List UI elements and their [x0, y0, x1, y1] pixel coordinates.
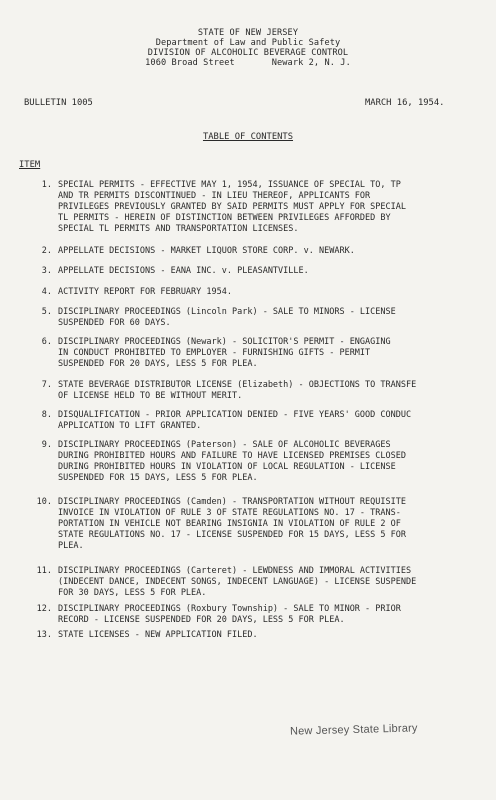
toc-item-text	[58, 307, 496, 329]
toc-item-line: APPELLATE DECISIONS - EANA INC. v. PLEASANTVILLE.	[58, 266, 309, 276]
header-department: Department of Law and Public Safety	[155, 38, 341, 48]
toc-item-line: FOR 30 DAYS, LESS 5 FOR PLEA.	[58, 588, 207, 598]
toc-item-line: PRIVILEGES PREVIOUSLY GRANTED BY SAID PERMITS MUST APPLY FOR SPECIAL	[58, 202, 406, 212]
toc-item-line: SUSPENDED FOR 20 DAYS, LESS 5 FOR PLEA.	[58, 359, 258, 369]
bulletin-date: MARCH 16, 1954.	[365, 98, 445, 108]
toc-item-text	[58, 266, 496, 277]
toc-item-text	[58, 180, 496, 235]
toc-item-line: IN CONDUCT PROHIBITED TO EMPLOYER - FURNISHING GIFTS - PERMIT	[58, 348, 371, 358]
toc-item-number: 10.	[36, 497, 52, 507]
toc-item-number: 1.	[41, 180, 52, 190]
toc-item-line: DISCIPLINARY PROCEEDINGS (Camden) - TRANSPORTATION WITHOUT REQUISITE	[58, 497, 406, 507]
toc-item-line: OF LICENSE HELD TO BE WITHOUT MERIT.	[58, 391, 243, 401]
toc-item-text	[58, 287, 496, 298]
library-stamp: New Jersey State Library	[289, 722, 418, 738]
toc-item-line: APPLICATION TO LIFT GRANTED.	[58, 421, 202, 431]
toc-item-line: STATE BEVERAGE DISTRIBUTOR LICENSE (Elizabeth) - OBJECTIONS TO TRANSFE	[58, 380, 417, 390]
toc-item-line: DURING PROHIBITED HOURS IN VIOLATION OF LOCAL REGULATION - LICENSE	[58, 462, 396, 472]
toc-item-text	[58, 410, 496, 432]
toc-item-line: DISCIPLINARY PROCEEDINGS (Paterson) - SALE OF ALCOHOLIC BEVERAGES	[58, 440, 391, 450]
toc-item-number: 13.	[36, 630, 52, 640]
toc-item-text	[58, 246, 496, 257]
toc-item-text	[58, 497, 496, 552]
toc-item-number: 6.	[41, 337, 52, 347]
toc-item-line: APPELLATE DECISIONS - MARKET LIQUOR STORE CORP. v. NEWARK.	[58, 246, 355, 256]
toc-item-number: 12.	[36, 604, 52, 614]
toc-item-line: DISCIPLINARY PROCEEDINGS (Carteret) - LEWDNESS AND IMMORAL ACTIVITIES	[58, 566, 412, 576]
bulletin-number: BULLETIN 1005	[24, 98, 93, 108]
toc-item-number: 8.	[41, 410, 52, 420]
toc-item-line: INVOICE IN VIOLATION OF RULE 3 OF STATE REGULATIONS NO. 17 - TRANS-	[58, 508, 401, 518]
toc-title-wrap	[0, 132, 496, 142]
toc-item-line: PLEA.	[58, 541, 84, 551]
toc-item-number: 4.	[41, 287, 52, 297]
toc-item-text	[58, 337, 496, 370]
header-address: 1060 Broad Street Newark 2, N. J.	[145, 58, 351, 68]
toc-item-text	[58, 380, 496, 402]
toc-item-line: AND TR PERMITS DISCONTINUED - IN LIEU THEREOF, APPLICANTS FOR	[58, 191, 371, 201]
toc-item-number: 9.	[41, 440, 52, 450]
toc-item-line: ACTIVITY REPORT FOR FEBRUARY 1954.	[58, 287, 232, 297]
toc-item-number: 3.	[41, 266, 52, 276]
item-heading: ITEM	[19, 160, 41, 170]
toc-item-text	[58, 630, 496, 641]
toc-item-text	[58, 604, 496, 626]
toc-item-line: SPECIAL TL PERMITS AND TRANSPORTATION LICENSES.	[58, 224, 299, 234]
toc-item-line: PORTATION IN VEHICLE NOT BEARING INSIGNIA IN VIOLATION OF RULE 2 OF	[58, 519, 401, 529]
toc-item-line: DISQUALIFICATION - PRIOR APPLICATION DENIED - FIVE YEARS' GOOD CONDUC	[58, 410, 412, 420]
toc-item-line: SPECIAL PERMITS - EFFECTIVE MAY 1, 1954, ISSUANCE OF SPECIAL TO, TP	[58, 180, 401, 190]
toc-item-number: 2.	[41, 246, 52, 256]
toc-item-line: DISCIPLINARY PROCEEDINGS (Newark) - SOLICITOR'S PERMIT - ENGAGING	[58, 337, 391, 347]
toc-item-line: STATE LICENSES - NEW APPLICATION FILED.	[58, 630, 258, 640]
toc-item-line: STATE REGULATIONS NO. 17 - LICENSE SUSPENDED FOR 15 DAYS, LESS 5 FOR	[58, 530, 406, 540]
header-division: DIVISION OF ALCOHOLIC BEVERAGE CONTROL	[147, 48, 349, 58]
toc-item-line: DISCIPLINARY PROCEEDINGS (Lincoln Park) - SALE TO MINORS - LICENSE	[58, 307, 396, 317]
toc-item-line: DURING PROHIBITED HOURS AND FAILURE TO HAVE LICENSED PREMISES CLOSED	[58, 451, 406, 461]
toc-item-text	[58, 566, 496, 599]
toc-item-line: SUSPENDED FOR 15 DAYS, LESS 5 FOR PLEA.	[58, 473, 258, 483]
toc-title: TABLE OF CONTENTS	[202, 132, 294, 142]
letterhead	[0, 28, 496, 68]
header-state: STATE OF NEW JERSEY	[197, 28, 299, 38]
toc-item-line: RECORD - LICENSE SUSPENDED FOR 20 DAYS, LESS 5 FOR PLEA.	[58, 615, 345, 625]
toc-item-line: TL PERMITS - HEREIN OF DISTINCTION BETWEEN PRIVILEGES AFFORDED BY	[58, 213, 391, 223]
toc-item-line: (INDECENT DANCE, INDECENT SONGS, INDECENT LANGUAGE) - LICENSE SUSPENDE	[58, 577, 417, 587]
toc-item-number: 11.	[36, 566, 52, 576]
toc-item-line: SUSPENDED FOR 60 DAYS.	[58, 318, 171, 328]
toc-item-number: 7.	[41, 380, 52, 390]
toc-item-line: DISCIPLINARY PROCEEDINGS (Roxbury Township) - SALE TO MINOR - PRIOR	[58, 604, 401, 614]
toc-item-number: 5.	[41, 307, 52, 317]
toc-item-text	[58, 440, 496, 484]
